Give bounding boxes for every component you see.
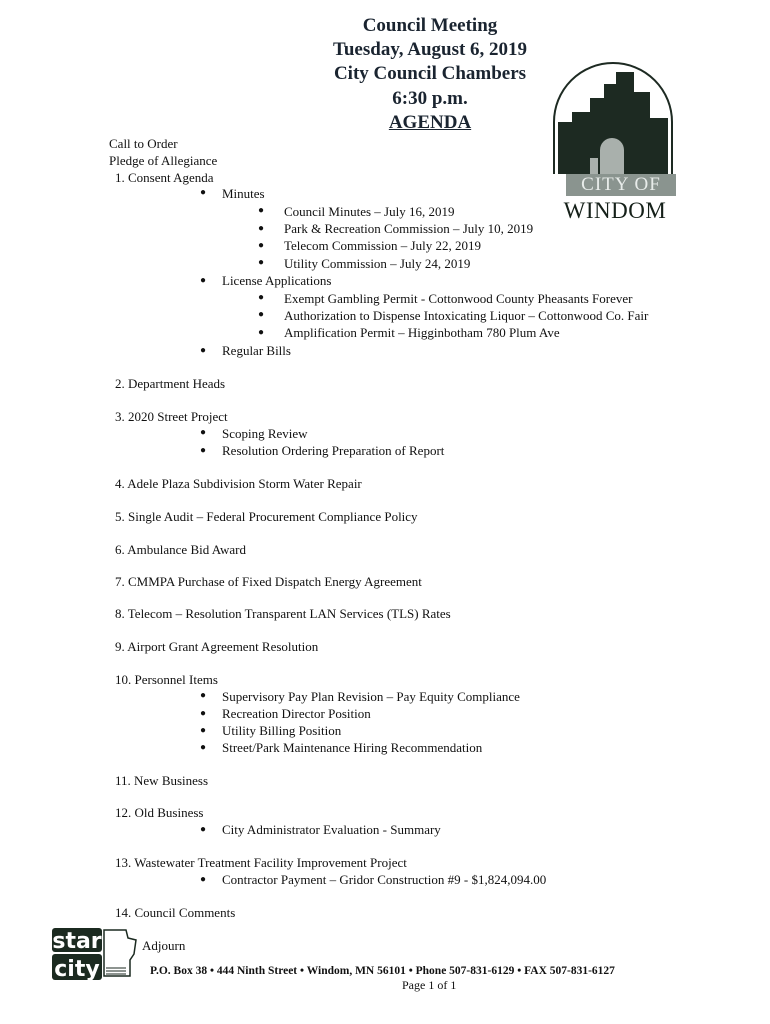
logo-city-of: CITY OF (566, 174, 676, 196)
bullet-icon: ● (258, 257, 265, 268)
bullet-icon: ● (200, 427, 207, 438)
list-item: City Administrator Evaluation - Summary (222, 822, 441, 837)
list-item: Amplification Permit – Higginbotham 780 Plum Ave (284, 325, 560, 340)
list-item: License Applications (222, 273, 332, 288)
footer-address: P.O. Box 38 • 444 Ninth Street • Windom, MN 56101 • Phone 507-831-6129 • FAX 507-831-6127 (150, 965, 615, 977)
item-12: 12. Old Business (115, 805, 204, 820)
list-item: Park & Recreation Commission – July 10, 2019 (284, 221, 534, 236)
list-item: Resolution Ordering Preparation of Report (222, 443, 445, 458)
bullet-icon: ● (258, 205, 265, 216)
item-4: 4. Adele Plaza Subdivision Storm Water Repair (115, 476, 362, 491)
logo-windom: WINDOM (563, 198, 667, 223)
list-item: Contractor Payment – Gridor Construction #9 - $1,824,094.00 (222, 872, 547, 887)
bullet-icon: ● (258, 240, 265, 251)
bullet-icon: ● (258, 292, 265, 303)
list-item: Supervisory Pay Plan Revision – Pay Equity Compliance (222, 689, 520, 704)
title-line-1: Council Meeting (362, 15, 498, 36)
bullet-icon: ● (200, 824, 207, 835)
list-item: Minutes (222, 186, 265, 201)
list-item: Council Minutes – July 16, 2019 (284, 204, 455, 219)
item-8: 8. Telecom – Resolution Transparent LAN Services (TLS) Rates (115, 606, 451, 621)
bullet-icon: ● (258, 327, 265, 338)
bullet-icon: ● (200, 874, 207, 885)
item-2-department-heads: 2. Department Heads (115, 376, 226, 391)
list-item: Scoping Review (222, 426, 308, 441)
item-9: 9. Airport Grant Agreement Resolution (115, 639, 319, 654)
list-item: Utility Billing Position (222, 723, 342, 738)
item-11: 11. New Business (115, 773, 209, 788)
city-text: city (54, 957, 100, 982)
list-item: Street/Park Maintenance Hiring Recommendation (222, 740, 483, 755)
item-13: 13. Wastewater Treatment Facility Improvement Project (115, 855, 407, 870)
bullet-icon: ● (258, 223, 265, 234)
bullet-icon: ● (200, 725, 207, 736)
bullet-icon: ● (200, 445, 207, 456)
agenda-heading: AGENDA (388, 112, 472, 133)
star-text: star (52, 929, 102, 954)
item-1-consent-agenda: 1. Consent Agenda (115, 170, 214, 185)
list-item: Authorization to Dispense Intoxicating Liquor – Cottonwood Co. Fair (284, 308, 649, 323)
item-14: 14. Council Comments (115, 905, 236, 920)
item-10-personnel: 10. Personnel Items (115, 672, 218, 687)
bullet-icon: ● (200, 345, 207, 356)
list-item: Regular Bills (222, 343, 291, 358)
bullet-icon: ● (200, 690, 207, 701)
star-city-logo (50, 924, 140, 984)
bullet-icon: ● (258, 309, 265, 320)
list-item: Utility Commission – July 24, 2019 (284, 256, 471, 271)
item-6: 6. Ambulance Bid Award (115, 542, 246, 557)
adjourn: Adjourn (142, 938, 186, 953)
list-item: Exempt Gambling Permit - Cottonwood County Pheasants Forever (284, 291, 633, 306)
title-line-2: Tuesday, August 6, 2019 (332, 39, 528, 60)
list-item: Recreation Director Position (222, 706, 371, 721)
bullet-icon: ● (200, 187, 207, 198)
page-number: Page 1 of 1 (402, 978, 457, 992)
bullet-icon: ● (200, 275, 207, 286)
item-3-street-project: 3. 2020 Street Project (115, 409, 228, 424)
list-item: Telecom Commission – July 22, 2019 (284, 238, 481, 253)
bullet-icon: ● (200, 708, 207, 719)
item-7: 7. CMMPA Purchase of Fixed Dispatch Energy Agreement (115, 574, 422, 589)
call-to-order: Call to Order (109, 136, 178, 151)
item-5: 5. Single Audit – Federal Procurement Compliance Policy (115, 509, 418, 524)
bullet-icon: ● (200, 742, 207, 753)
pledge-of-allegiance: Pledge of Allegiance (109, 153, 218, 168)
title-line-3: City Council Chambers (333, 63, 527, 84)
title-line-4: 6:30 p.m. (392, 88, 468, 109)
